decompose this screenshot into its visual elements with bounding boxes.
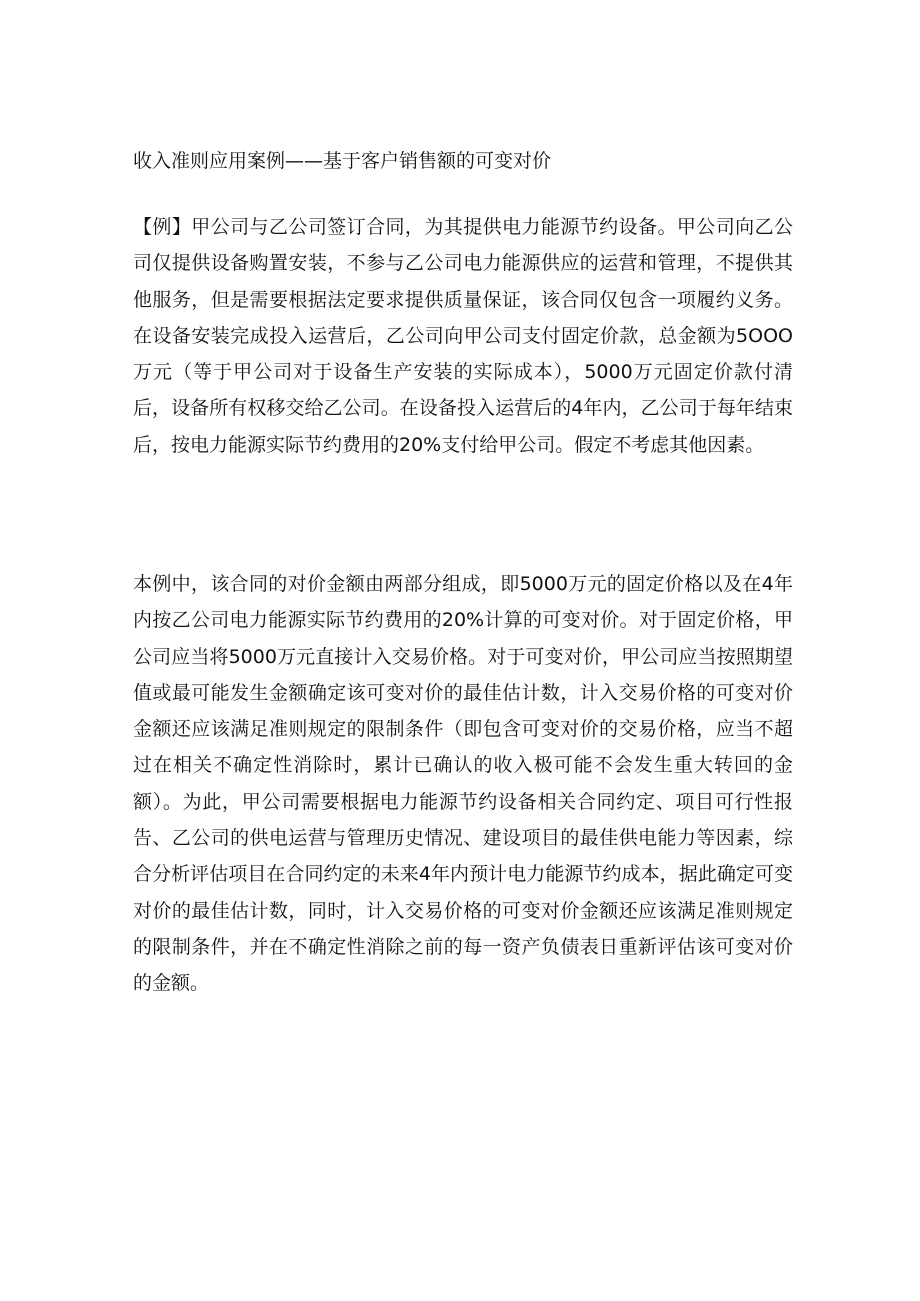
document-title: 收入准则应用案例——基于客户销售额的可变对价 [133, 150, 552, 172]
analysis-paragraph: 本例中，该合同的对价金额由两部分组成，即5000万元的固定价格以及在4年内按乙公司电力能源实际节约费用的20%计算的可变对价。对于固定价格，甲公司应当将5000万元直接计入交易价格。对于可变对价，甲公司应当按照期望值或最可能发生金额确定该可变对价的最佳估计数，计入交易价格的可变对价金额还应该满足准则规定的限制条件（即包含可变对价的交易价格，应当不超过在相关不确定性消除时，累计已确认的收入极可能不会发生重大转回的金额）。为此，甲公司需要根据电力能源节约设备相关合同约定、项目可行性报告、乙公司的供电运营与管理历史情况、建设项目的最佳供电能力等因素，综合分析评估项目在合同约定的未来4年内预计电力能源节约成本，据此确定可变对价的最佳估计数，同时，计入交易价格的可变对价金额还应该满足准则规定的限制条件，并在不确定性消除之前的每一资产负债表日重新评估该可变对价的金额。 [133, 573, 793, 995]
example-paragraph: 【例】甲公司与乙公司签订合同，为其提供电力能源节约设备。甲公司向乙公司仅提供设备购置安装，不参与乙公司电力能源供应的运营和管理，不提供其他服务，但是需要根据法定要求提供质量保证，该合同仅包含一项履约义务。在设备安装完成投入运营后，乙公司向甲公司支付固定价款，总金额为5OOO万元（等于甲公司对于设备生产安装的实际成本），5000万元固定价款付清后，设备所有权移交给乙公司。在设备投入运营后的4年内，乙公司于每年结束后，按电力能源实际节约费用的20%支付给甲公司。假定不考虑其他因素。 [133, 216, 793, 456]
